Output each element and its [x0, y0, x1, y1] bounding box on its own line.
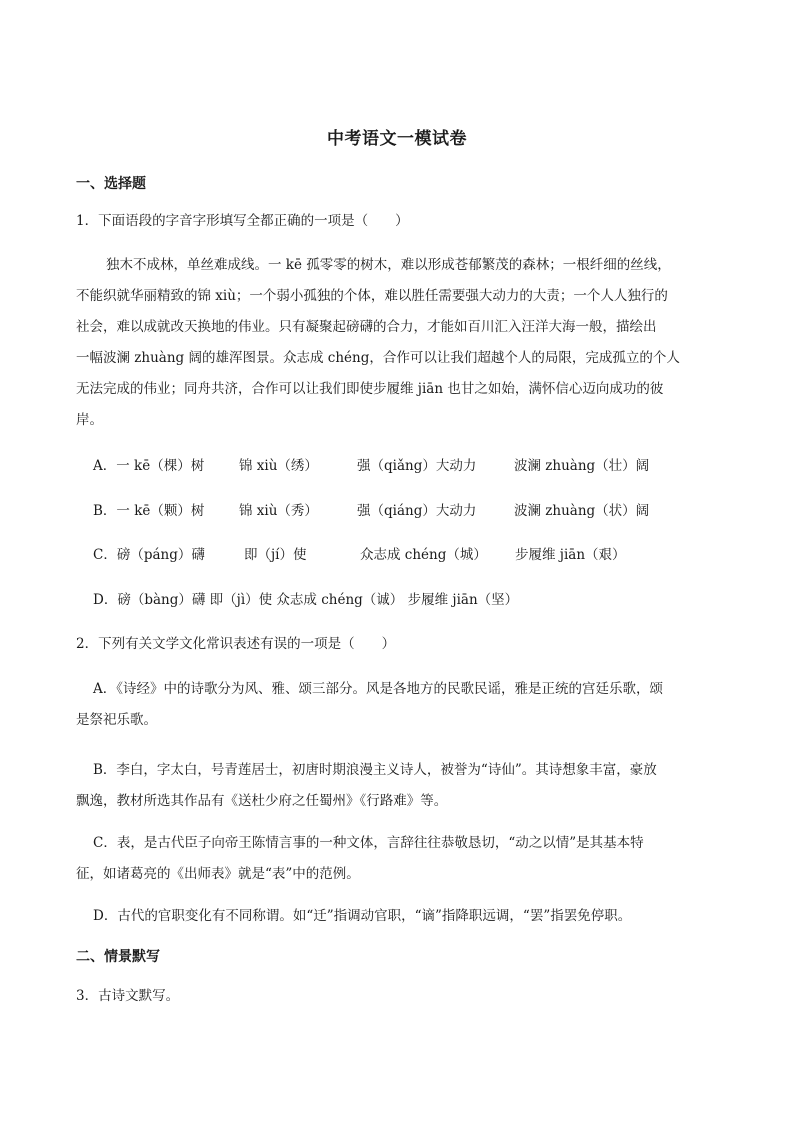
q1-option-b: B．一 kē（颗）树 锦 xiù（秀） 强（qiáng）大动力 波澜 zhuàng（状）阔: [93, 503, 650, 519]
passage-line: 不能织就华丽精致的锦 xiù；一个弱小孤独的个体，难以胜任需要强大动力的大责；一个人人独行的: [76, 288, 668, 304]
passage-line: 岸。: [76, 412, 103, 428]
passage-line: 独木不成林，单丝难成线。一 kē 孤零零的树木，难以形成苍郁繁茂的森林；一根纤细的丝线，: [106, 257, 671, 273]
q1-passage: [76, 250, 716, 436]
q2-stem: 2．下列有关文学文化常识表述有误的一项是（ ）: [76, 636, 396, 652]
q2-option-d: D．古代的官职变化有不同称谓。如“迁”指调动官职，“谪”指降职远调，“罢”指罢免停职。: [93, 908, 632, 924]
passage-line: 社会，难以成就改天换地的伟业。只有凝聚起磅礴的合力，才能如百川汇入汪洋大海一般，描绘出: [76, 319, 657, 335]
section-heading-dictation: 二、情景默写: [76, 949, 160, 965]
q2-option-a: A．《诗经》中的诗歌分为风、雅、颂三部分。风是各地方的民歌民谣，雅是正统的宫廷乐歌，颂 是祭祀乐歌。: [76, 681, 663, 728]
section-heading-choice: 一、选择题: [76, 176, 146, 192]
q1-option-a: A．一 kē（棵）树 锦 xiù（绣） 强（qiǎng）大动力 波澜 zhuàng（壮）阔: [93, 458, 650, 474]
q1-stem: 1．下面语段的字音字形填写全都正确的一项是（ ）: [76, 213, 409, 229]
q3-stem: 3．古诗文默写。: [76, 988, 180, 1004]
q1-option-c: C．磅（páng）礴 即（jí）使 众志成 chéng（城） 步履维 jiān（艰）: [93, 547, 626, 563]
passage-line: 无法完成的伟业；同舟共济，合作可以让我们即使步履维 jiān 也甘之如始，满怀信心迈向成功的彼: [76, 381, 664, 397]
q2-option-b: B．李白，字太白，号青莲居士，初唐时期浪漫主义诗人，被誉为“诗仙”。其诗想象丰富，豪放 飘逸，教材所选其作品有《送杜少府之任蜀州》《行路难》等。: [76, 762, 657, 809]
page-title: 中考语文一模试卷: [327, 129, 467, 149]
q1-option-d: D．磅（bàng）礴 即（jì）使 众志成 chéng（诚） 步履维 jiān（坚）: [93, 592, 519, 608]
passage-line: 一幅波澜 zhuàng 阔的雄浑图景。众志成 chéng，合作可以让我们超越个人的局限，完成孤立的个人: [76, 350, 680, 366]
q2-option-c: C．表，是古代臣子向帝王陈情言事的一种文体，言辞往往恭敬恳切，“动之以情”是其基本特 征，如诸葛亮的《出师表》就是“表”中的范例。: [76, 835, 644, 882]
